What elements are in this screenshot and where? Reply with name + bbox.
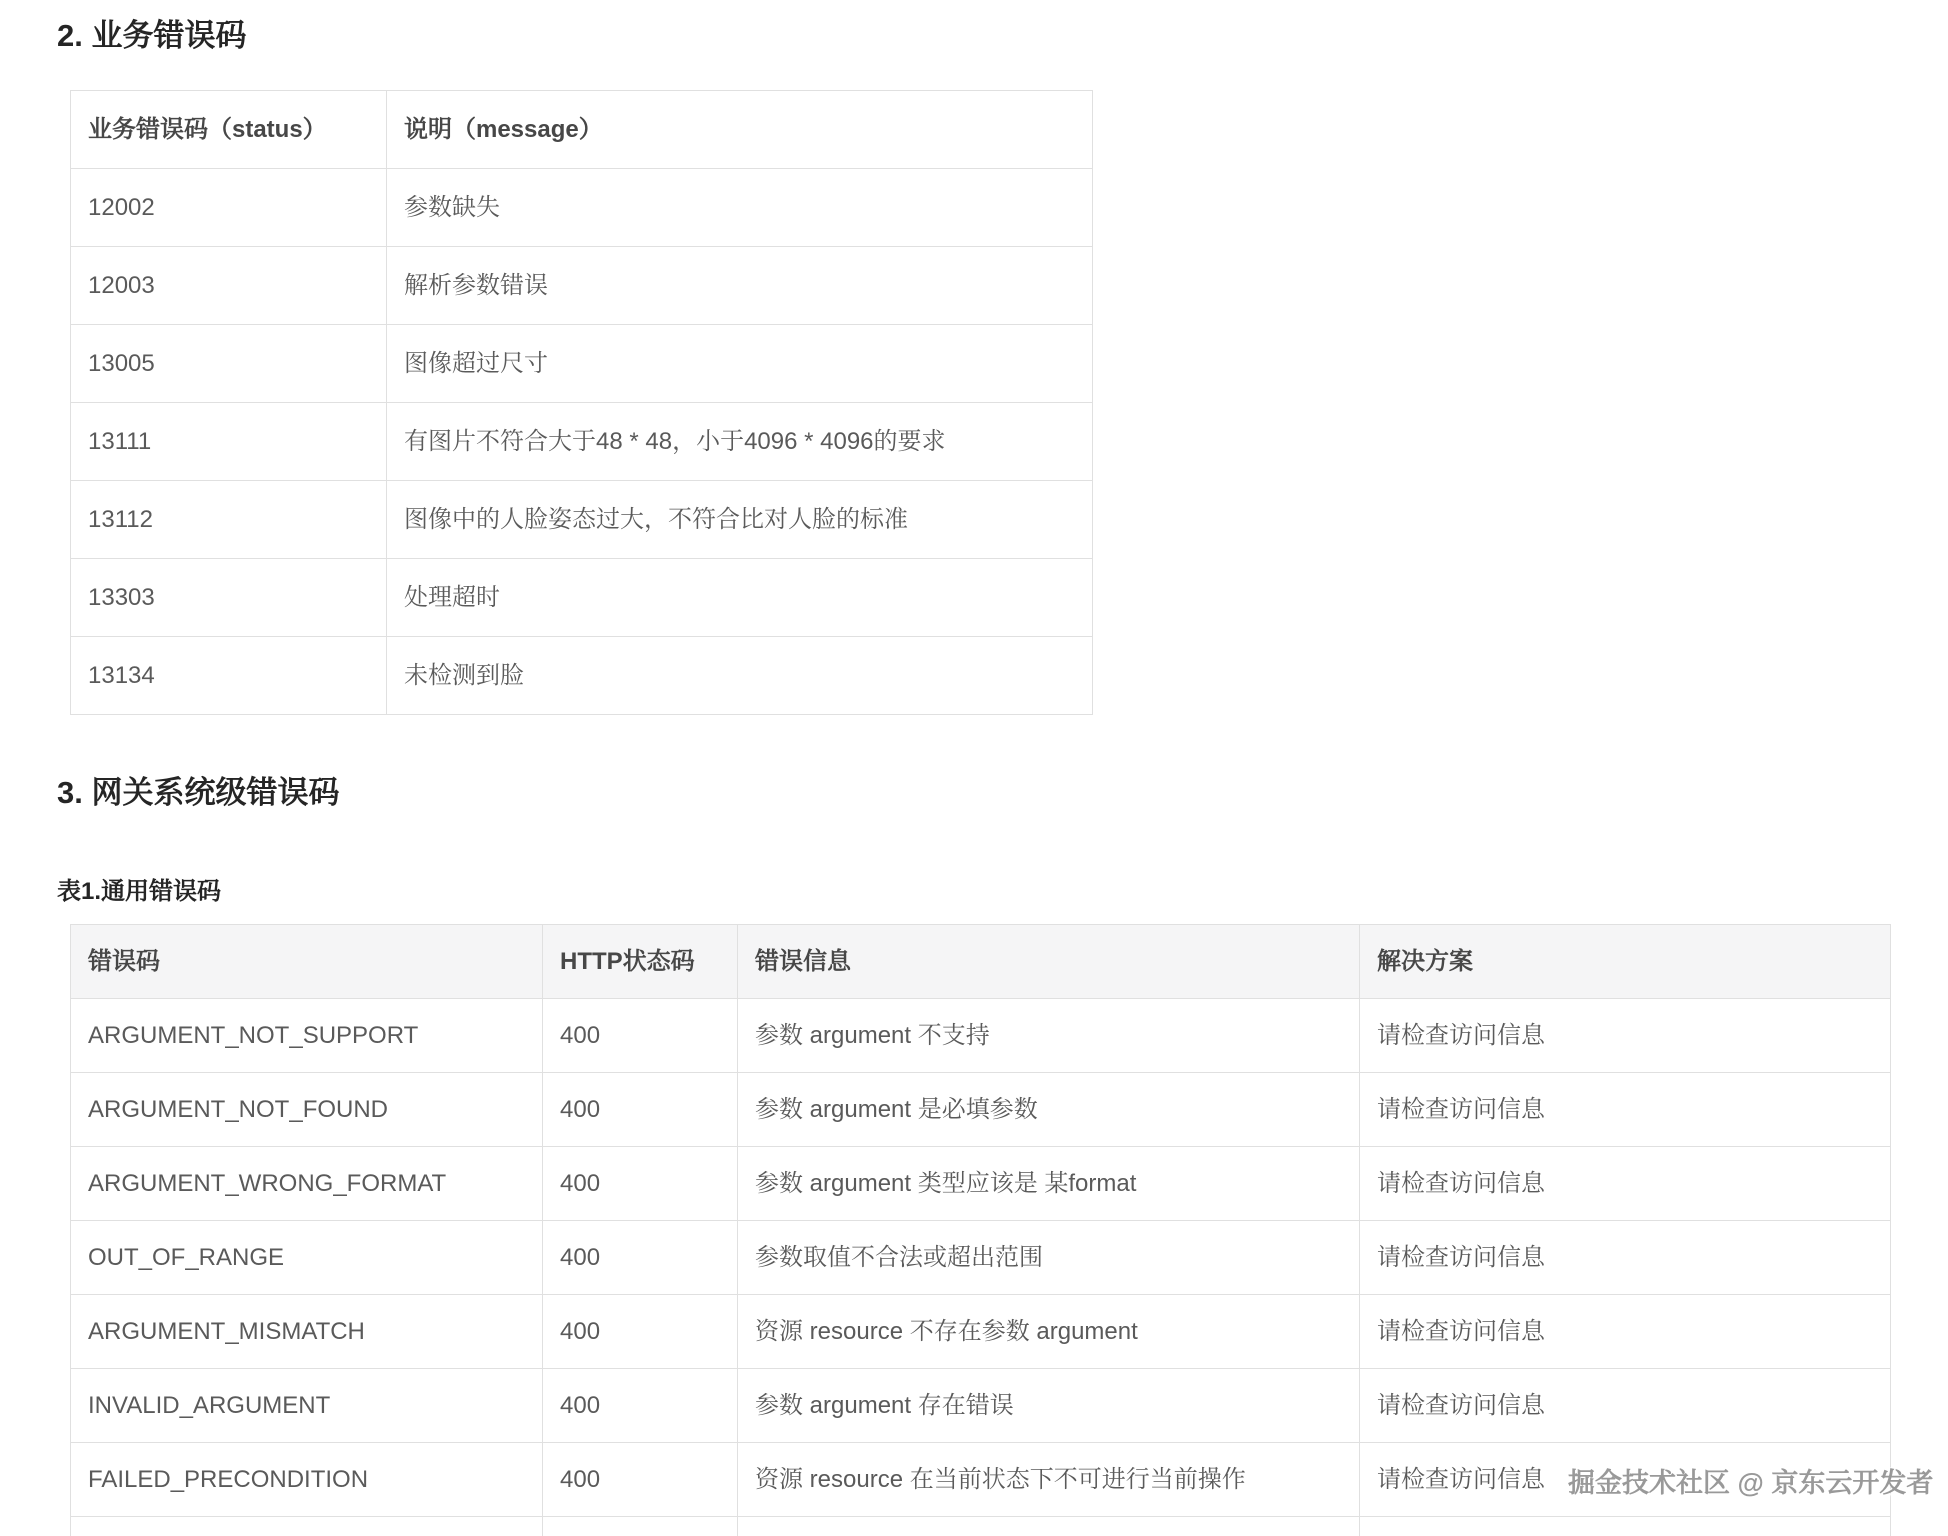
table-cell: OUT_OF_RANGE [71,1221,543,1295]
table-cell: 解析参数错误 [387,247,1093,325]
table-cell: 400 [543,1073,738,1147]
table-cell: 请检查访问信息 [1360,1147,1891,1221]
table-cell: 400 [543,1295,738,1369]
table-cell: ARGUMENT_MISMATCH [71,1295,543,1369]
column-header: 业务错误码（status） [71,91,387,169]
table-cell: 参数 argument 存在错误 [738,1369,1360,1443]
table-cell: 参数缺失 [387,169,1093,247]
section-3-heading: 3. 网关系统级错误码 [57,775,340,810]
table-cell [71,1517,543,1536]
table-cell: 资源 resource 不存在参数 argument [738,1295,1360,1369]
table-row [71,1369,1891,1443]
column-header: 说明（message） [387,91,1093,169]
table-cell: 请检查访问信息 [1360,1073,1891,1147]
table-cell: 有图片不符合大于48 * 48，小于4096 * 4096的要求 [387,403,1093,481]
table-row [71,325,1093,403]
table-cell: 请检查访问信息 [1360,1221,1891,1295]
table-row [71,481,1093,559]
table-row [71,169,1093,247]
table-cell: 400 [543,1147,738,1221]
table-cell: INVALID_ARGUMENT [71,1369,543,1443]
table-cell: 400 [543,1369,738,1443]
table-cell: 资源 resource 在当前状态下不可进行当前操作 [738,1443,1360,1517]
table-header-row [71,925,1891,999]
table-cell: 13303 [71,559,387,637]
table-cell: 请检查访问信息 [1360,1443,1891,1517]
table-cell: 请检查访问信息 [1360,1295,1891,1369]
section-2-heading: 2. 业务错误码 [57,18,247,53]
table-cell: 参数取值不合法或超出范围 [738,1221,1360,1295]
table-header-row [71,91,1093,169]
table-row [71,999,1891,1073]
table-cell: 13112 [71,481,387,559]
table-row [71,1443,1891,1517]
table-cell: ARGUMENT_NOT_SUPPORT [71,999,543,1073]
table-cell: 参数 argument 是必填参数 [738,1073,1360,1147]
gateway-table-caption: 表1.通用错误码 [57,878,222,905]
table-row [71,559,1093,637]
table-cell [543,1517,738,1536]
table-cell: 12002 [71,169,387,247]
table-row [71,1295,1891,1369]
table-cell: ARGUMENT_NOT_FOUND [71,1073,543,1147]
table-cell: 图像中的人脸姿态过大，不符合比对人脸的标准 [387,481,1093,559]
column-header: 解决方案 [1360,925,1891,999]
column-header: 错误码 [71,925,543,999]
table-cell: ARGUMENT_WRONG_FORMAT [71,1147,543,1221]
table-cell: 参数 argument 不支持 [738,999,1360,1073]
table-row [71,403,1093,481]
table-cell: 请检查访问信息 [1360,1369,1891,1443]
table-row [71,1073,1891,1147]
gateway-error-table [70,924,1891,1536]
column-header: 错误信息 [738,925,1360,999]
table-row [71,247,1093,325]
table-cell: 400 [543,999,738,1073]
table-cell: 参数 argument 类型应该是 某format [738,1147,1360,1221]
table-cell: 13111 [71,403,387,481]
table-row [71,1221,1891,1295]
table-cell: 处理超时 [387,559,1093,637]
table-cell [1360,1517,1891,1536]
table-cell: 图像超过尺寸 [387,325,1093,403]
table-cell: 未检测到脸 [387,637,1093,715]
table-cell: 400 [543,1221,738,1295]
table-cell: 13005 [71,325,387,403]
table-cell: 12003 [71,247,387,325]
table-cell: 400 [543,1443,738,1517]
table-cell [738,1517,1360,1536]
table-cell: 请检查访问信息 [1360,999,1891,1073]
table-cell: FAILED_PRECONDITION [71,1443,543,1517]
table-row [71,637,1093,715]
watermark: 掘金技术社区 @ 京东云开发者 [1568,1468,1934,1498]
table-cell: 13134 [71,637,387,715]
table-row-partial [71,1517,1891,1536]
table-row [71,1147,1891,1221]
business-error-table [70,90,1093,715]
column-header: HTTP状态码 [543,925,738,999]
